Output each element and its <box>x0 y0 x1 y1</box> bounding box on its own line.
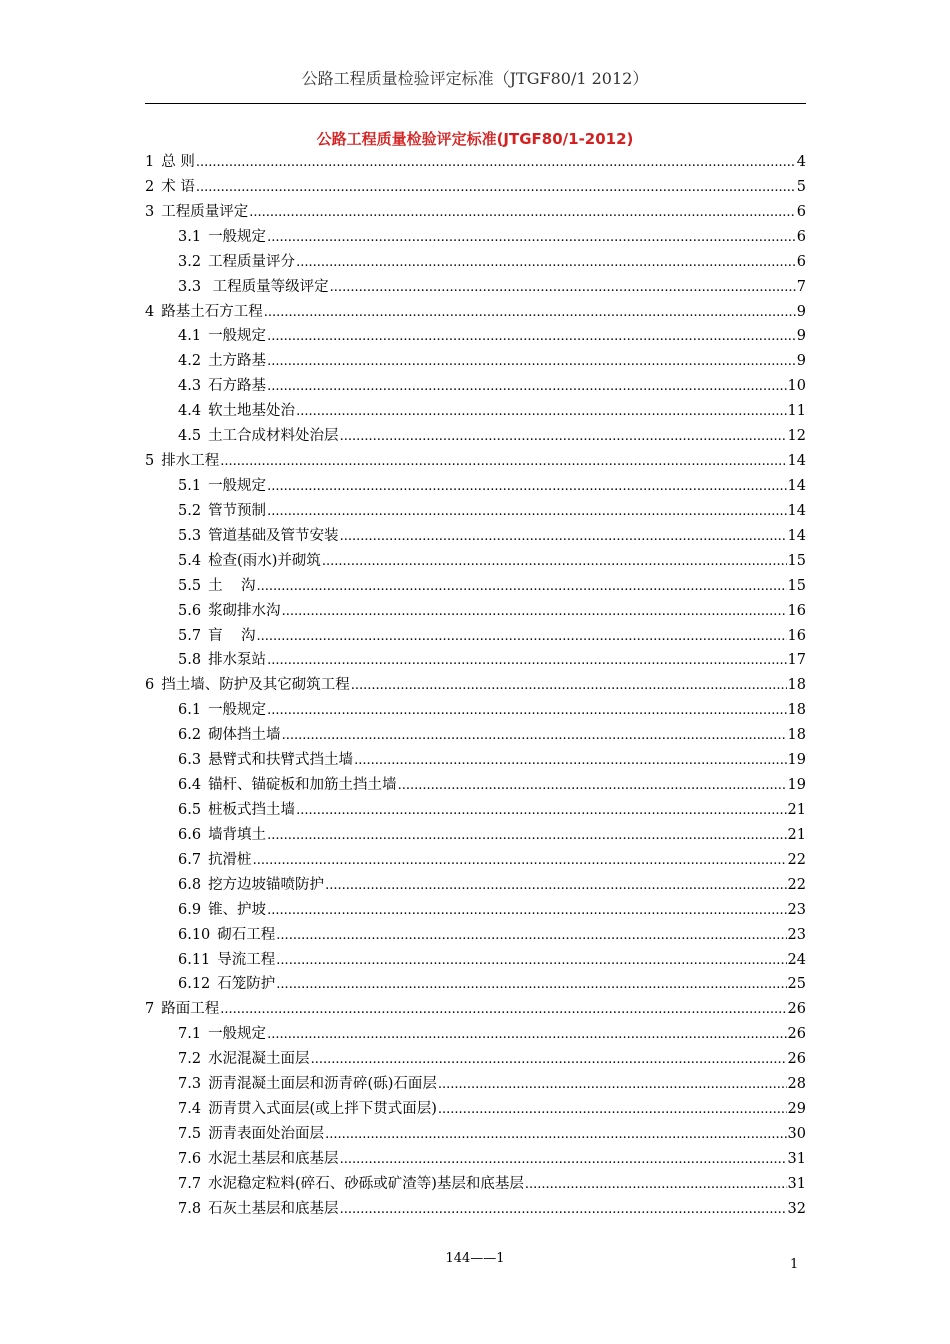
toc-entry-page: 26 <box>787 1026 806 1043</box>
toc-entry-title: 路基土石方工程 <box>161 303 263 320</box>
toc-entry-title: 工程质量评定 <box>161 203 249 220</box>
toc-entry-title: 抗滑桩 <box>208 851 252 868</box>
toc-entry-number: 7.7 <box>178 1175 202 1192</box>
toc-entry-number: 1 <box>145 154 155 170</box>
toc-dot-leader <box>340 1197 787 1222</box>
toc-dot-leader <box>340 1147 787 1172</box>
toc-entry-number: 6.3 <box>178 752 202 769</box>
toc-entry-number: 5 <box>145 453 155 470</box>
toc-entry[interactable] <box>145 175 806 200</box>
toc-dot-leader <box>438 1097 787 1122</box>
toc-entry-number: 5.6 <box>178 602 202 619</box>
toc-entry-page: 32 <box>787 1200 806 1217</box>
toc-entry-title: 砌石工程 <box>217 926 276 943</box>
toc-entry-number: 4.5 <box>178 428 202 445</box>
toc-entry-page: 26 <box>787 1051 806 1068</box>
toc-entry-title: 管节预制 <box>208 502 267 519</box>
toc-entry-title: 砌体挡土墙 <box>208 727 281 744</box>
toc-entry-number: 6.9 <box>178 901 202 918</box>
toc-entry-number: 6.7 <box>178 851 202 868</box>
toc-dot-leader <box>322 549 787 574</box>
toc-dot-leader <box>438 1072 787 1097</box>
toc-entry[interactable] <box>145 524 806 549</box>
toc-entry-title: 锥、护坡 <box>208 901 267 918</box>
toc-dot-leader <box>267 823 786 848</box>
toc-dot-leader <box>220 997 786 1022</box>
toc-entry-number: 3.2 <box>178 253 202 270</box>
toc-dot-leader <box>267 648 786 673</box>
toc-entry-number: 5.5 <box>178 577 202 594</box>
toc-dot-leader <box>525 1172 787 1197</box>
toc-entry[interactable] <box>145 1122 806 1147</box>
toc-entry-number: 7.5 <box>178 1125 202 1142</box>
toc-dot-leader <box>282 599 787 624</box>
toc-entry-page: 17 <box>787 652 806 669</box>
toc-entry-page: 23 <box>787 901 806 918</box>
toc-entry-page: 18 <box>787 727 806 744</box>
footer-code: 144——1 <box>445 1251 505 1266</box>
toc-entry[interactable] <box>145 873 806 898</box>
toc-entry-page: 23 <box>787 926 806 943</box>
toc-entry[interactable] <box>145 324 806 349</box>
toc-dot-leader <box>267 1022 786 1047</box>
toc-entry[interactable] <box>145 698 806 723</box>
toc-entry-title: 排水泵站 <box>208 652 267 669</box>
toc-entry-number: 7.1 <box>178 1026 202 1043</box>
toc-dot-leader <box>276 923 786 948</box>
toc-entry-number: 3.1 <box>178 228 202 245</box>
toc-entry-number: 6.10 <box>178 926 211 943</box>
toc-dot-leader <box>340 424 787 449</box>
toc-dot-leader <box>257 574 787 599</box>
toc-entry-title: 检查(雨水)并砌筑 <box>208 552 321 569</box>
toc-entry-number: 4.3 <box>178 378 202 395</box>
toc-entry-page: 22 <box>787 851 806 868</box>
toc-entry-page: 11 <box>787 403 806 420</box>
toc-entry-page: 9 <box>796 303 806 320</box>
toc-dot-leader <box>196 150 796 175</box>
toc-entry-page: 19 <box>787 777 806 794</box>
toc-dot-leader <box>196 175 796 200</box>
toc-dot-leader <box>276 948 786 973</box>
toc-dot-leader <box>267 898 786 923</box>
toc-entry-number: 7 <box>145 1001 155 1018</box>
toc-entry-number: 5.4 <box>178 552 202 569</box>
toc-entry-page: 19 <box>787 752 806 769</box>
toc-entry-number: 2 <box>145 178 155 195</box>
toc-entry-page: 14 <box>787 453 806 470</box>
toc-entry-page: 6 <box>796 253 806 270</box>
toc-entry-page: 4 <box>796 154 806 170</box>
toc-entry-page: 28 <box>787 1076 806 1093</box>
toc-entry-page: 22 <box>787 876 806 893</box>
toc-entry[interactable] <box>145 150 806 175</box>
toc-entry[interactable] <box>145 624 806 649</box>
toc-entry-number: 6.8 <box>178 876 202 893</box>
toc-entry-title: 挡土墙、防护及其它砌筑工程 <box>161 677 350 694</box>
toc-entry-title: 工程质量等级评定 <box>208 278 329 295</box>
toc-entry-page: 6 <box>796 203 806 220</box>
toc-entry-number: 7.3 <box>178 1076 202 1093</box>
toc-entry[interactable] <box>145 972 806 997</box>
toc-entry-page: 9 <box>796 353 806 370</box>
toc-entry-number: 7.2 <box>178 1051 202 1068</box>
toc-entry-title: 石灰土基层和底基层 <box>208 1200 339 1217</box>
toc-dot-leader <box>354 748 786 773</box>
toc-entry-page: 21 <box>787 801 806 818</box>
toc-entry-number: 4.4 <box>178 403 202 420</box>
toc-entry[interactable] <box>145 499 806 524</box>
toc-entry-page: 31 <box>787 1150 806 1167</box>
toc-entry-number: 6 <box>145 677 155 694</box>
footer-page-number: 1 <box>790 1257 799 1272</box>
toc-entry-title: 桩板式挡土墙 <box>208 801 296 818</box>
toc-entry[interactable] <box>145 1172 806 1197</box>
toc-dot-leader <box>267 698 786 723</box>
toc-dot-leader <box>276 972 786 997</box>
toc-dot-leader <box>249 200 796 225</box>
toc-entry[interactable] <box>145 1147 806 1172</box>
toc-dot-leader <box>220 449 786 474</box>
toc-entry[interactable] <box>145 948 806 973</box>
toc-dot-leader <box>330 275 796 300</box>
toc-entry-title: 浆砌排水沟 <box>208 602 281 619</box>
toc-entry-number: 4 <box>145 303 155 320</box>
toc-entry-page: 18 <box>787 677 806 694</box>
toc-entry-number: 6.1 <box>178 702 202 719</box>
toc-entry-page: 30 <box>787 1125 806 1142</box>
toc-entry-title: 土 沟 <box>208 577 256 594</box>
toc-dot-leader <box>267 324 796 349</box>
toc-entry-number: 6.2 <box>178 727 202 744</box>
toc-entry-title: 工程质量评分 <box>208 253 296 270</box>
toc-entry[interactable] <box>145 374 806 399</box>
toc-entry-title: 水泥稳定粒料(碎石、砂砾或矿渣等)基层和底基层 <box>208 1175 524 1192</box>
toc-entry-title: 导流工程 <box>217 951 276 968</box>
toc-entry-title: 一般规定 <box>208 228 267 245</box>
toc-entry[interactable] <box>145 300 806 325</box>
toc-entry-title: 水泥混凝土面层 <box>208 1051 310 1068</box>
toc-entry[interactable] <box>145 200 806 225</box>
toc-entry-title: 土方路基 <box>208 353 267 370</box>
toc-entry[interactable] <box>145 748 806 773</box>
toc-entry-number: 6.11 <box>178 951 211 968</box>
toc-entry-title: 墙背填土 <box>208 826 267 843</box>
toc-entry-title: 土工合成材料处治层 <box>208 428 339 445</box>
toc-entry[interactable] <box>145 349 806 374</box>
toc-entry-page: 12 <box>787 428 806 445</box>
toc-dot-leader <box>267 349 796 374</box>
toc-dot-leader <box>311 1047 787 1072</box>
toc-entry[interactable] <box>145 1047 806 1072</box>
toc-entry-number: 7.4 <box>178 1101 202 1118</box>
toc-entry-page: 16 <box>787 602 806 619</box>
toc-entry-page: 16 <box>787 627 806 644</box>
toc-entry-number: 6.4 <box>178 777 202 794</box>
toc-entry-number: 6.6 <box>178 826 202 843</box>
toc-dot-leader <box>296 798 786 823</box>
toc-entry-title: 一般规定 <box>208 477 267 494</box>
toc-dot-leader <box>257 624 787 649</box>
toc-entry-title: 石方路基 <box>208 378 267 395</box>
toc-entry-title: 石笼防护 <box>217 976 276 993</box>
toc-entry-number: 4.1 <box>178 328 202 345</box>
toc-entry[interactable] <box>145 574 806 599</box>
toc-entry-page: 14 <box>787 502 806 519</box>
table-of-contents <box>145 150 806 1222</box>
toc-entry-page: 9 <box>796 328 806 345</box>
toc-entry[interactable] <box>145 399 806 424</box>
toc-entry-page: 14 <box>787 527 806 544</box>
toc-entry-page: 21 <box>787 826 806 843</box>
toc-entry-title: 软土地基处治 <box>208 403 296 420</box>
toc-entry[interactable] <box>145 225 806 250</box>
toc-entry-title: 排水工程 <box>161 453 220 470</box>
toc-entry-title: 一般规定 <box>208 328 267 345</box>
toc-entry[interactable] <box>145 673 806 698</box>
toc-entry[interactable] <box>145 823 806 848</box>
toc-entry-title: 挖方边坡锚喷防护 <box>208 876 325 893</box>
document-title: 公路工程质量检验评定标准(JTGF80/1-2012) <box>316 130 634 148</box>
toc-entry-page: 26 <box>787 1001 806 1018</box>
toc-entry-number: 7.6 <box>178 1150 202 1167</box>
toc-dot-leader <box>351 673 787 698</box>
toc-dot-leader <box>267 225 796 250</box>
toc-entry-title: 总 则 <box>161 154 195 170</box>
toc-entry-number: 6.12 <box>178 976 211 993</box>
toc-dot-leader <box>282 723 787 748</box>
toc-entry[interactable] <box>145 898 806 923</box>
toc-entry[interactable] <box>145 1097 806 1122</box>
toc-entry-number: 3 <box>145 203 155 220</box>
toc-dot-leader <box>325 1122 786 1147</box>
toc-entry-page: 6 <box>796 228 806 245</box>
toc-entry[interactable] <box>145 723 806 748</box>
toc-dot-leader <box>325 873 786 898</box>
toc-entry-page: 7 <box>796 278 806 295</box>
toc-dot-leader <box>296 399 786 424</box>
toc-dot-leader <box>267 374 786 399</box>
toc-entry-title: 一般规定 <box>208 1026 267 1043</box>
toc-entry[interactable] <box>145 275 806 300</box>
toc-entry-title: 路面工程 <box>161 1001 220 1018</box>
toc-entry-title: 盲 沟 <box>208 627 256 644</box>
toc-entry-title: 术 语 <box>161 178 195 195</box>
toc-entry[interactable] <box>145 798 806 823</box>
toc-dot-leader <box>340 524 787 549</box>
toc-entry-page: 5 <box>796 178 806 195</box>
toc-entry-title: 管道基础及管节安装 <box>208 527 339 544</box>
toc-dot-leader <box>267 499 786 524</box>
toc-entry-title: 一般规定 <box>208 702 267 719</box>
page-header: 公路工程质量检验评定标准（JTGF80/1 2012） <box>301 69 649 88</box>
toc-entry[interactable] <box>145 1022 806 1047</box>
toc-entry-number: 5.7 <box>178 627 202 644</box>
toc-entry-page: 15 <box>787 552 806 569</box>
toc-entry[interactable] <box>145 1197 806 1222</box>
toc-entry-title: 锚杆、锚碇板和加筋土挡土墙 <box>208 777 397 794</box>
toc-entry-number: 5.3 <box>178 527 202 544</box>
toc-entry[interactable] <box>145 474 806 499</box>
toc-entry[interactable] <box>145 599 806 624</box>
toc-entry-page: 14 <box>787 477 806 494</box>
toc-entry[interactable] <box>145 549 806 574</box>
toc-entry-page: 18 <box>787 702 806 719</box>
toc-entry-number: 5.8 <box>178 652 202 669</box>
toc-dot-leader <box>398 773 787 798</box>
toc-entry-page: 31 <box>787 1175 806 1192</box>
toc-entry[interactable] <box>145 250 806 275</box>
toc-entry-page: 24 <box>787 951 806 968</box>
toc-entry[interactable] <box>145 848 806 873</box>
toc-dot-leader <box>253 848 787 873</box>
toc-entry-number: 3.3 <box>178 278 202 295</box>
toc-dot-leader <box>296 250 796 275</box>
toc-entry[interactable] <box>145 773 806 798</box>
toc-entry-number: 5.2 <box>178 502 202 519</box>
toc-entry-title: 沥青混凝土面层和沥青碎(砾)石面层 <box>208 1076 437 1093</box>
toc-dot-leader <box>267 474 786 499</box>
toc-entry[interactable] <box>145 648 806 673</box>
toc-entry-page: 29 <box>787 1101 806 1118</box>
toc-entry-title: 沥青表面处治面层 <box>208 1125 325 1142</box>
toc-entry-title: 沥青贯入式面层(或上拌下贯式面层) <box>208 1101 437 1118</box>
toc-entry[interactable] <box>145 424 806 449</box>
toc-entry-title: 水泥土基层和底基层 <box>208 1150 339 1167</box>
toc-entry-page: 10 <box>787 378 806 395</box>
toc-entry[interactable] <box>145 449 806 474</box>
toc-entry[interactable] <box>145 1072 806 1097</box>
toc-entry[interactable] <box>145 997 806 1022</box>
toc-entry-number: 5.1 <box>178 477 202 494</box>
toc-entry-page: 15 <box>787 577 806 594</box>
toc-entry-number: 4.2 <box>178 353 202 370</box>
toc-entry-number: 6.5 <box>178 801 202 818</box>
toc-dot-leader <box>264 300 796 325</box>
toc-entry-number: 7.8 <box>178 1200 202 1217</box>
toc-entry[interactable] <box>145 923 806 948</box>
header-divider <box>145 103 806 104</box>
toc-entry-title: 悬臂式和扶臂式挡土墙 <box>208 752 354 769</box>
toc-entry-page: 25 <box>787 976 806 993</box>
